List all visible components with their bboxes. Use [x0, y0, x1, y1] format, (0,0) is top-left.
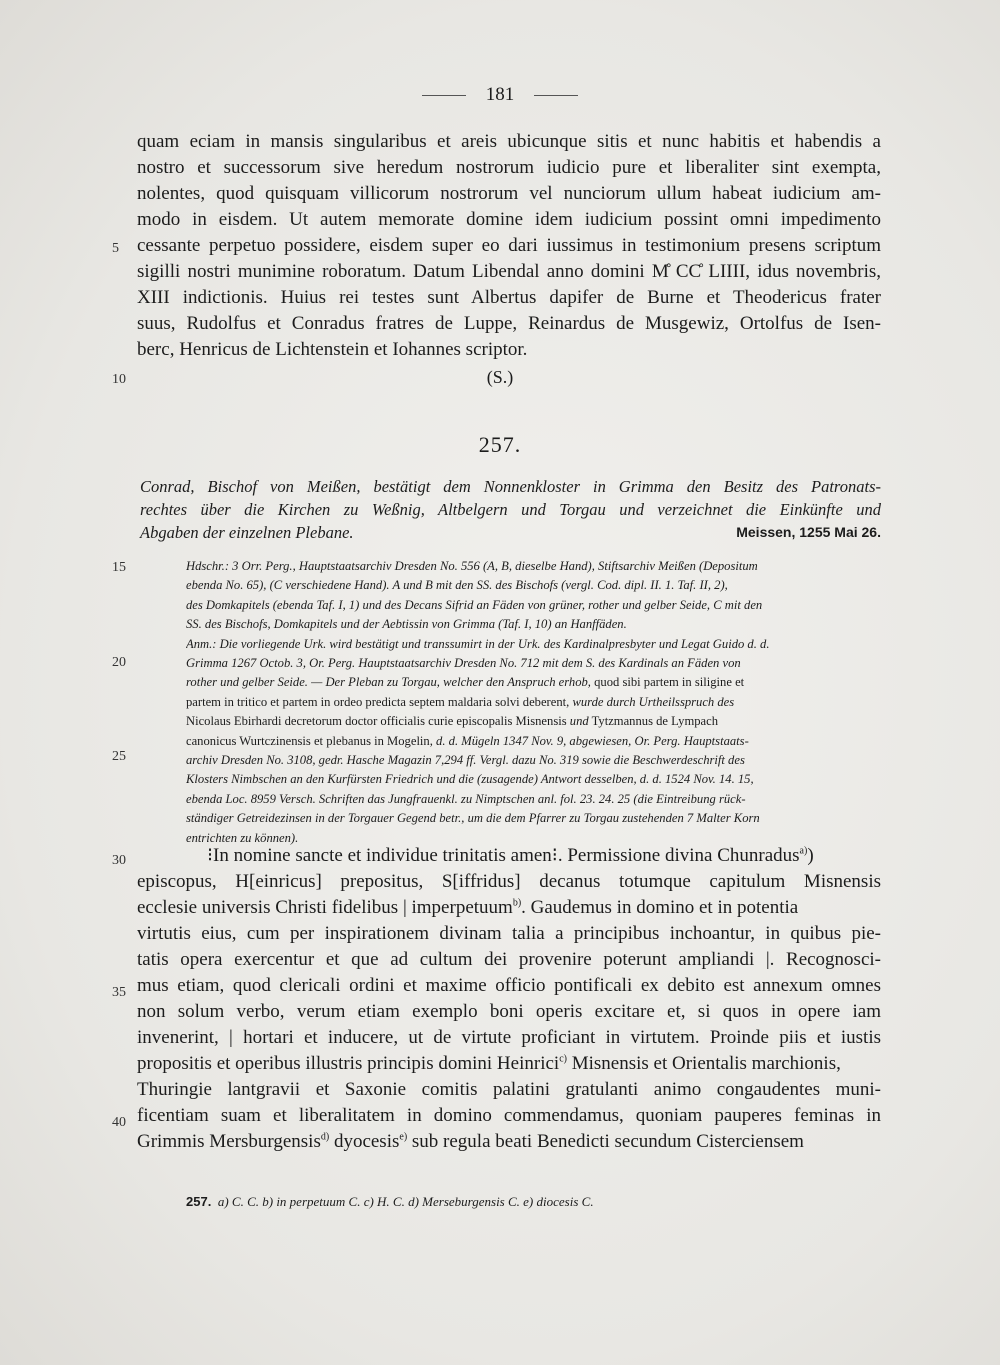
note-line: Grimma 1267 Octob. 3, Or. Perg. Hauptstaatsarchiv Dresden No. 712 mit dem S. des Kardinals an Fäden von [186, 656, 741, 671]
note-line [186, 693, 884, 712]
footnote-mark: e) [399, 1131, 408, 1143]
page-header [0, 84, 1000, 106]
charter-line [137, 1129, 881, 1155]
note-line: des Domkapitels (ebenda Taf. I, 1) und des Decans Sifrid an Fäden von grüner, rother und gelber Seide, C mit den [186, 597, 763, 612]
footnote-mark: b) [512, 897, 522, 909]
manuscript-notes [186, 557, 884, 848]
note-line: Hdschr.: 3 Orr. Perg., Hauptstaatsarchiv Dresden No. 556 (A, B, dieselbe Hand), Stiftsarchiv Meißen (Depositum [186, 559, 758, 573]
document-regest [140, 475, 881, 544]
note-segment: Tytzmannus de Lympach [591, 714, 719, 729]
line-number: 15 [112, 560, 126, 575]
charter-segment: ⁝In nomine sancte et individue trinitatis amen⁝. Permissione divina Chunradus [207, 845, 800, 866]
charter-segment: ecclesie universis Christi fidelibus | imperpetuum [137, 897, 513, 918]
note-segment: d. d. Mügeln 1347 Nov. 9, abgewiesen, Or. Perg. Hauptstaats- [436, 733, 749, 748]
note-line: ebenda No. 65), (C verschiedene Hand). A und B mit den SS. des Bischofs (vergl. Cod. dipl. II. 1. Taf. II, 2), [186, 578, 728, 593]
document-date: Meissen, 1255 Mai 26. [736, 524, 881, 540]
line-number: 20 [112, 655, 126, 670]
text-line: cessante perpetuo possidere, eisdem super eo dari iussimus in testimonium presens scriptum [137, 235, 881, 256]
charter-segment: ) [807, 845, 814, 866]
note-line: ständiger Getreidezinsen in der Torgauer Gegend betr., um die dem Pfarrer zu Torgau zustehenden 7 Malter Korn [186, 811, 760, 826]
line-number: 25 [112, 749, 126, 764]
footnote-number: 257. [186, 1194, 212, 1209]
seal-mark: (S.) [486, 367, 514, 387]
note-segment: canonicus Wurtczinensis et plebanus in Mogelin, [186, 733, 433, 748]
charter-line [137, 1051, 881, 1077]
charter-line: tatis opera exercentur et que ad cultum dei provenire poterunt ampliandi |. Recognosci- [137, 949, 881, 970]
header-rule-right [534, 95, 578, 96]
line-number: 35 [112, 985, 126, 1000]
note-segment: partem in tritico et partem in ordeo predicta septem maldaria solvi deberent, [186, 694, 570, 709]
footnotes [186, 1194, 594, 1210]
charter-segment: Grimmis Mersburgensis [137, 1131, 321, 1152]
footnote-mark: a) [799, 845, 808, 857]
charter-segment: Misnensis et Orientalis marchionis, [571, 1053, 841, 1074]
text-line: quam eciam in mansis singularibus et areis ubicunque sitis et nunc habitis et habendis a [137, 131, 881, 152]
line-number: 40 [112, 1115, 126, 1130]
line-number: 5 [112, 241, 119, 256]
text-line: nolentes, quod quisquam villicorum nostrorum vel nunciorum ullum habeat iudicium am- [137, 183, 881, 204]
charter-line: invenerint, | hortari et inducere, ut de virtute proficiant in virtutem. Proinde piis et iustis [137, 1027, 881, 1048]
charter-segment: . Gaudemus in domino et in potentia [521, 897, 799, 918]
charter-segment: sub regula beati Benedicti secundum Cisterciensem [411, 1131, 804, 1152]
regest-line [140, 521, 881, 544]
regest-line: Conrad, Bischof von Meißen, bestätigt dem Nonnenkloster in Grimma den Besitz des Patronats- [140, 477, 881, 496]
note-segment: quod sibi partem in siligine et [594, 675, 745, 690]
footnote-text: a) C. C. b) in perpetuum C. c) H. C. d) Merseburgensis C. e) diocesis C. [217, 1194, 594, 1209]
note-segment: Nicolaus Ebirhardi decretorum doctor officialis curie episcopalis Misnensis [186, 714, 567, 729]
text-line: modo in eisdem. Ut autem memorate domine idem iudicium possint omni impedimento [137, 209, 881, 230]
charter-segment: dyocesis [333, 1131, 400, 1152]
charter-line [137, 843, 881, 869]
footnote-mark: d) [320, 1131, 330, 1143]
note-line: SS. des Bischofs, Domkapitels und der Aebtissin von Grimma (Taf. I, 10) an Hanffäden. [186, 617, 627, 632]
note-line [186, 732, 884, 751]
regest-line: rechtes über die Kirchen zu Weßnig, Altbelgern und Torgau und verzeichnet die Einkünfte und [140, 500, 881, 519]
charter-line: ficentiam suam et liberalitatem in domino commendamus, quoniam pauperes feminas in [137, 1105, 881, 1126]
charter-line: episcopus, H[einricus] prepositus, S[iffridus] decanus totumque capitulum Misnensis [137, 871, 881, 892]
continued-charter-text [137, 129, 881, 363]
header-rule-left [422, 95, 466, 96]
note-line: Klosters Nimbschen an den Kurfürsten Friedrich und die (zusagende) Antwort desselben, d. d. 1524 Nov. 14. 15, [186, 772, 754, 787]
note-line [186, 712, 884, 731]
regest-line-text: Abgaben der einzelnen Plebane. [140, 523, 354, 542]
footnote-mark: c) [559, 1053, 567, 1065]
note-line: ebenda Loc. 8959 Versch. Schriften das Jungfrauenkl. zu Nimptschen anl. fol. 23. 24. 25 (die Eintreibung rück- [186, 791, 746, 806]
note-line: archiv Dresden No. 3108, gedr. Hasche Magazin 7,294 ff. Vergl. dazu No. 319 sowie die Beschwerdeschrift des [186, 753, 745, 768]
charter-line: Thuringie lantgravii et Saxonie comitis palatini gratulanti animo congaudentes muni- [137, 1079, 881, 1100]
charter-line: virtutis eius, cum per inspirationem divinam talia a principibus inchoantur, in quibus pie- [137, 923, 881, 944]
charter-segment: propositis et operibus illustris principis domini Heinrici [137, 1053, 560, 1074]
text-line: sigilli nostri munimine roboratum. Datum Libendal anno domini M̊ CC̊ LIIII, idus novembris, [137, 261, 881, 282]
page-number: 181 [485, 84, 515, 105]
note-segment: rother und gelber Seide. — Der Pleban zu Torgau, welcher den Anspruch erhob, [186, 675, 591, 690]
charter-line [137, 895, 881, 921]
line-number: 10 [112, 372, 126, 387]
note-line: entrichten zu können). [186, 830, 299, 845]
text-line: XIII indictionis. Huius rei testes sunt Albertus dapifer de Burne et Theodericus frater [137, 287, 881, 308]
note-line [186, 673, 884, 692]
note-segment: wurde durch Urtheilsspruch des [572, 694, 735, 709]
note-segment: und [569, 714, 589, 729]
note-line: Anm.: Die vorliegende Urk. wird bestätigt und transsumirt in der Urk. des Kardinalpresbyter und Legat Guido d. d. [186, 636, 770, 651]
line-number: 30 [112, 853, 126, 868]
charter-line: mus etiam, quod clericali ordini et maxime officio pontificali ex debito est annexum omnes [137, 975, 881, 996]
charter-line: non solum verbo, verum etiam exemplo boni operis excitare et, si quos in opere iam [137, 1001, 881, 1022]
text-line: suus, Rudolfus et Conradus fratres de Luppe, Reinardus de Musgewiz, Ortolfus de Isen- [137, 313, 881, 334]
text-line: nostro et successorum sive heredum nostrorum iudicio pure et liberaliter sint exempta, [137, 157, 881, 178]
charter-text [137, 843, 881, 1155]
document-number: 257. [478, 432, 522, 457]
text-line: berc, Henricus de Lichtenstein et Iohannes scriptor. [137, 339, 528, 360]
